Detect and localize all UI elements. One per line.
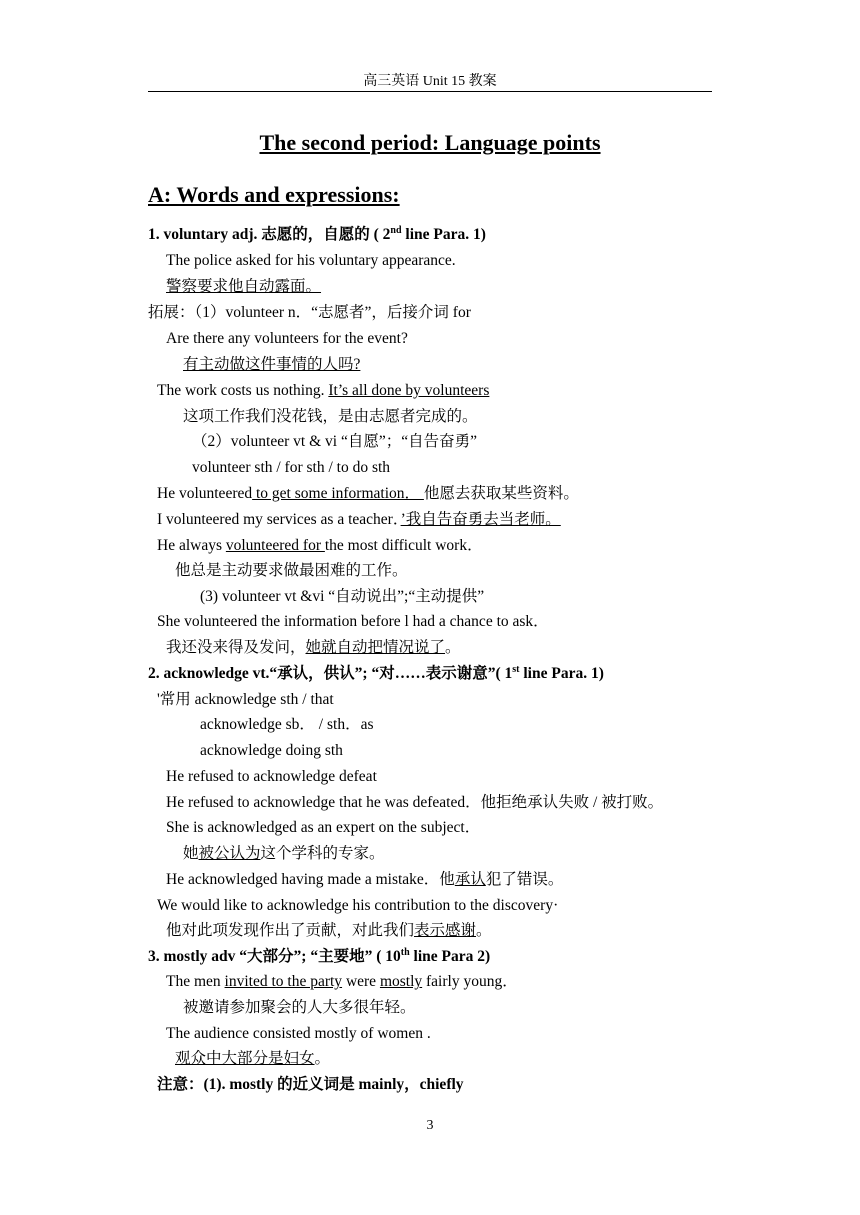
item3-example2-zh: 观众中大部分是妇女。 — [175, 1050, 331, 1067]
item1-heading: 1. voluntary adj. 志愿的，自愿的 ( 2nd line Para. 1) — [148, 224, 486, 243]
item1-extension2-pattern: volunteer sth / for sth / to do sth — [192, 459, 391, 476]
item1-example1-zh: 警察要求他自动露面。 — [166, 278, 322, 295]
item3-example1-en: The men invited to the party were mostly fairly young． — [166, 973, 518, 990]
item1-example4: He volunteered to get some information． 他愿去获取某些资料。 — [157, 485, 579, 502]
page-title: The second period: Language points — [259, 130, 601, 155]
item1-example3-en: The work costs us nothing. It’s all done by volunteers — [157, 382, 490, 399]
item1-example6-en: He always volunteered for the most difficult work． — [157, 537, 483, 554]
item1-example3-zh: 这项工作我们没花钱，是由志愿者完成的。 — [183, 408, 478, 425]
item1-extension3: (3) volunteer vt &vi “自动说出”;“主动提供” — [200, 588, 485, 605]
item3-heading: 3. mostly adv “大部分”; “主要地” ( 10th line Para 2) — [148, 946, 491, 965]
item2-usage2: acknowledge sb． / sth．as — [200, 716, 374, 733]
item1-extension1: 拓展：（1）volunteer n．“志愿者”，后接介词 for — [148, 304, 471, 321]
item2-example3-zh: 她被公认为这个学科的专家。 — [183, 845, 385, 862]
item1-example7-en: She volunteered the information before l had a chance to ask． — [157, 613, 549, 630]
item1-extension2: （2）volunteer vt & vi “自愿”；“自告奋勇” — [192, 433, 477, 450]
item1-example6-zh: 他总是主动要求做最困难的工作。 — [175, 562, 408, 579]
item2-example4: He acknowledged having made a mistake．他承认犯了错误。 — [166, 871, 564, 888]
header-rule — [148, 91, 712, 92]
item2-heading: 2. acknowledge vt.“承认，供认”; “对……表示谢意”( 1st line Para. 1) — [148, 663, 604, 682]
item2-example5-zh: 他对此项发现作出了贡献，对此我们表示感谢。 — [166, 922, 492, 939]
page-number: 3 — [426, 1118, 434, 1133]
section-heading-a: A: Words and expressions: — [148, 182, 400, 207]
item2-example2: He refused to acknowledge that he was defeated．他拒绝承认失败 / 被打败。 — [166, 794, 664, 811]
item1-example2-en: Are there any volunteers for the event? — [166, 330, 408, 347]
item1-example7-zh: 我还没来得及发问，她就自动把情况说了。 — [166, 639, 461, 656]
item1-example2-zh: 有主动做这件事情的人吗? — [183, 356, 361, 373]
item3-example2-en: The audience consisted mostly of women . — [166, 1025, 431, 1042]
page-header: 高三英语 Unit 15 教案 — [363, 74, 497, 89]
item1-example1-en: The police asked for his voluntary appearance. — [166, 252, 456, 269]
item2-example5-en: We would like to acknowledge his contribution to the discovery· — [157, 897, 559, 914]
item2-usage1: '常用 acknowledge sth / that — [157, 691, 334, 708]
item2-usage3: acknowledge doing sth — [200, 742, 343, 759]
item1-example5: I volunteered my services as a teacher．’我自告奋勇去当老师。 — [157, 511, 561, 528]
item3-example1-zh: 被邀请参加聚会的人大多很年轻。 — [183, 999, 416, 1016]
item3-note: 注意：(1). mostly 的近义词是 mainly，chiefly — [157, 1076, 464, 1093]
item2-example3-en: She is acknowledged as an expert on the subject． — [166, 819, 481, 836]
item2-example1: He refused to acknowledge defeat — [166, 768, 377, 785]
